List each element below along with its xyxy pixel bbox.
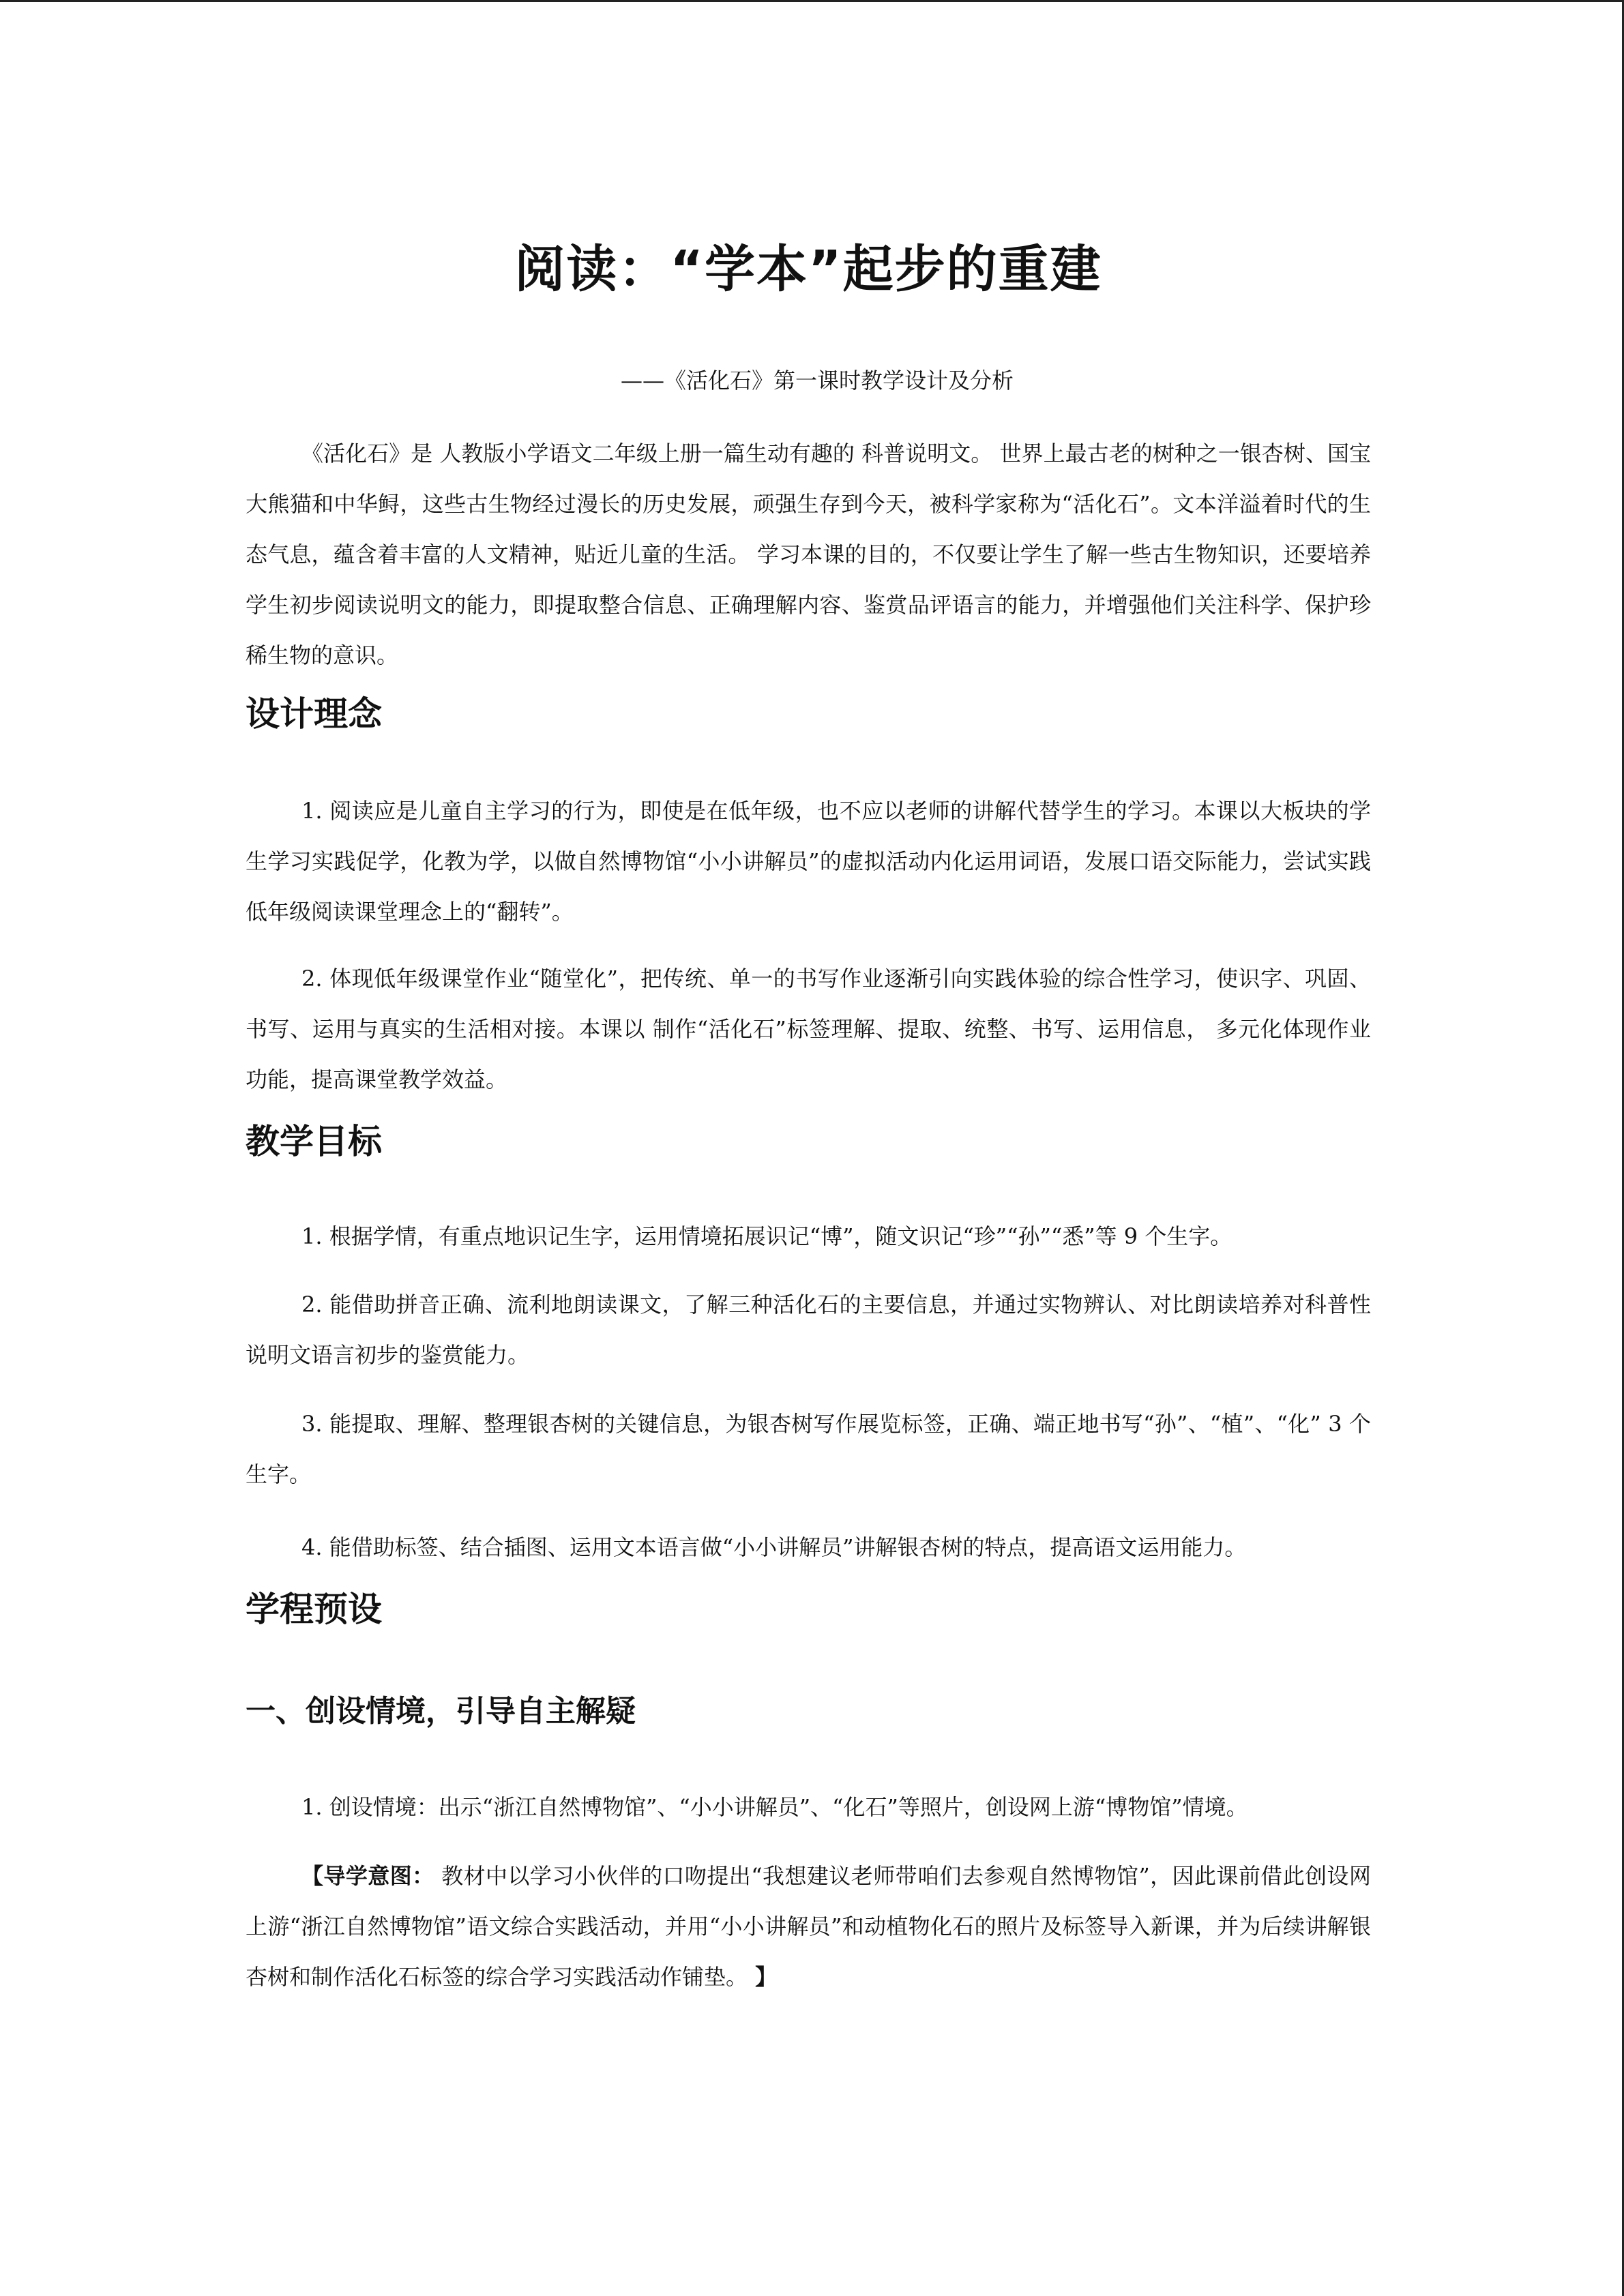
teaching-goal-item-4: 4. 能借助标签、结合插图、运用文本语言做“小小讲解员”讲解银杏树的特点，提高语文运用能力。 bbox=[301, 1534, 1247, 1560]
guide-intent-label: 【导学意图： bbox=[301, 1863, 434, 1889]
teaching-goal-item-2: 2. 能借助拼音正确、流利地朗读课文，了解三种活化石的主要信息，并通过实物辨认、对比朗读培养对科普性说明文语言初步的鉴赏能力。 bbox=[246, 1292, 1371, 1368]
guide-intent-close: 】 bbox=[748, 1964, 778, 1990]
document-title: 阅读：“学本”起步的重建 bbox=[514, 240, 1102, 299]
subsection-heading-create-context: 一、创设情境，引导自主解疑 bbox=[246, 1694, 636, 1729]
design-concept-item-1: 1. 阅读应是儿童自主学习的行为，即使是在低年级，也不应以老师的讲解代替学生的学习。本课以大板块的学生学习实践促学，化教为学，以做自然博物馆“小小讲解员”的虚拟活动内化运用词语，发展口语交际能力，尝试实践低年级阅读课堂理念上的“翻转”。 bbox=[246, 798, 1371, 925]
intro-paragraph: 《活化石》是 人教版小学语文二年级上册一篇生动有趣的 科普说明文。 世界上最古老的树种之一银杏树、国宝大熊猫和中华鲟，这些古生物经过漫长的历史发展，顽强生存到今天，被科学家称为“活化石”。文本洋溢着时代的生态气息，蕴含着丰富的人文精神，贴近儿童的生活。 学习本课的目的，不仅要让学生了解一些古生物知识，还要培养学生初步阅读说明文的能力，即提取整合信息、正确理解内容、鉴赏品评语言的能力，并增强他们关注科学、保护珍稀生物的意识。 bbox=[246, 441, 1371, 668]
guide-intent-note bbox=[246, 1851, 1371, 2002]
guide-intent-text: 教材中以学习小伙伴的口吻提出“我想建议老师带咱们去参观自然博物馆”，因此课前借此创设网上游“浙江自然博物馆”语文综合实践活动，并用“小小讲解员”和动植物化石的照片及标签导入新课，并为后续讲解银杏树和制作活化石标签的综合学习实践活动作铺垫。 bbox=[246, 1863, 1371, 1990]
learning-process-item-1: 1. 创设情境：出示“浙江自然博物馆”、“小小讲解员”、“化石”等照片，创设网上游“博物馆”情境。 bbox=[301, 1794, 1248, 1820]
section-heading-teaching-goals: 教学目标 bbox=[246, 1122, 382, 1161]
teaching-goal-item-1: 1. 根据学情，有重点地识记生字，运用情境拓展识记“博”，随文识记“珍”“孙”“悉”等 9 个生字。 bbox=[301, 1223, 1232, 1249]
section-heading-design-concept: 设计理念 bbox=[246, 694, 382, 734]
document-subtitle: ——《活化石》第一课时教学设计及分析 bbox=[621, 368, 1014, 393]
teaching-goal-item-3: 3. 能提取、理解、整理银杏树的关键信息，为银杏树写作展览标签，正确、端正地书写“孙”、“植”、“化” 3 个生字。 bbox=[246, 1411, 1371, 1487]
section-heading-learning-process: 学程预设 bbox=[246, 1590, 382, 1629]
design-concept-item-2: 2. 体现低年级课堂作业“随堂化”，把传统、单一的书写作业逐渐引向实践体验的综合性学习，使识字、巩固、书写、运用与真实的生活相对接。本课以 制作“活化石”标签理解、提取、统整、书写、运用信息， 多元化体现作业功能，提高课堂教学效益。 bbox=[246, 966, 1371, 1092]
